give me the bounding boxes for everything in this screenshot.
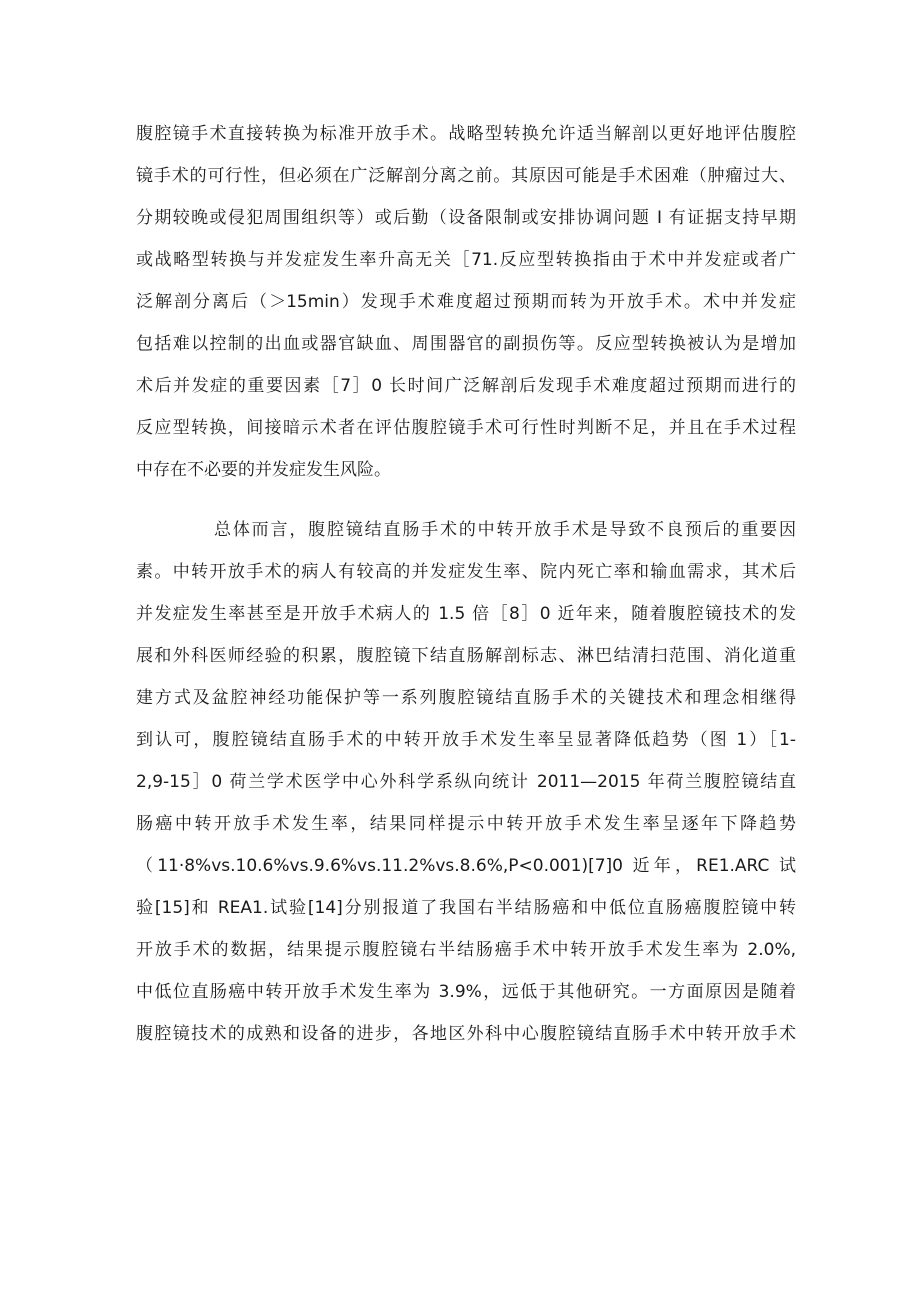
text-line: 或战略型转换与并发症发生率升高无关［71.反应型转换指由于术中并发症或者广 — [136, 250, 796, 270]
text-line: 验[15]和 REA1.试验[14]分别报道了我国右半结肠癌和中低位直肠癌腹腔镜中转 — [136, 898, 796, 918]
text-line: 2,9-15］0 荷兰学术医学中心外科学系纵向统计 2011—2015 年荷兰腹腔镜结直 — [136, 772, 796, 792]
text-line: 腹腔镜技术的成熟和设备的进步，各地区外科中心腹腔镜结直肠手术中转开放手术 — [136, 1024, 796, 1044]
text-line: 包括难以控制的出血或器官缺血、周围器官的副损伤等。反应型转换被认为是增加 — [136, 334, 796, 354]
text-line: 并发症发生率甚至是开放手术病人的 1.5 倍［8］0 近年来，随着腹腔镜技术的发 — [136, 604, 796, 624]
text-line: 建方式及盆腔神经功能保护等一系列腹腔镜结直肠手术的关键技术和理念相继得 — [136, 688, 796, 708]
text-line: 泛解剖分离后（＞15min）发现手术难度超过预期而转为开放手术。术中并发症 — [136, 292, 796, 312]
text-line: （11·8%vs.10.6%vs.9.6%vs.11.2%vs.8.6%,P<0.001)[7]0 近年，RE1.ARC 试 — [136, 856, 796, 876]
text-line: 展和外科医师经验的积累，腹腔镜下结直肠解剖标志、淋巴结清扫范围、消化道重 — [136, 646, 796, 666]
text-line: 中低位直肠癌中转开放手术发生率为 3.9%，远低于其他研究。一方面原因是随着 — [136, 982, 796, 1002]
text-line: 术后并发症的重要因素［7］0 长时间广泛解剖后发现手术难度超过预期而进行的 — [136, 376, 796, 396]
text-line: 素。中转开放手术的病人有较高的并发症发生率、院内死亡率和输血需求，其术后 — [136, 562, 796, 582]
text-line: 肠癌中转开放手术发生率，结果同样提示中转开放手术发生率呈逐年下降趋势 — [136, 814, 796, 834]
text-line: 反应型转换，间接暗示术者在评估腹腔镜手术可行性时判断不足，并且在手术过程 — [136, 418, 796, 438]
text-line: 到认可，腹腔镜结直肠手术的中转开放手术发生率呈显著降低趋势（图 1）［1- — [136, 730, 796, 750]
text-line: 分期较晚或侵犯周围组织等）或后勤（设备限制或安排协调问题 I 有证据支持早期 — [136, 208, 796, 228]
text-line: 中存在不必要的并发症发生风险。 — [136, 460, 391, 480]
text-line: 开放手术的数据，结果提示腹腔镜右半结肠癌手术中转开放手术发生率为 2.0%, — [136, 940, 796, 960]
text-line: 镜手术的可行性，但必须在广泛解剖分离之前。其原因可能是手术困难（肿瘤过大、 — [136, 166, 796, 186]
text-line: 腹腔镜手术直接转换为标准开放手术。战略型转换允许适当解剖以更好地评估腹腔 — [136, 124, 796, 144]
text-line: 总体而言，腹腔镜结直肠手术的中转开放手术是导致不良预后的重要因 — [214, 520, 796, 540]
